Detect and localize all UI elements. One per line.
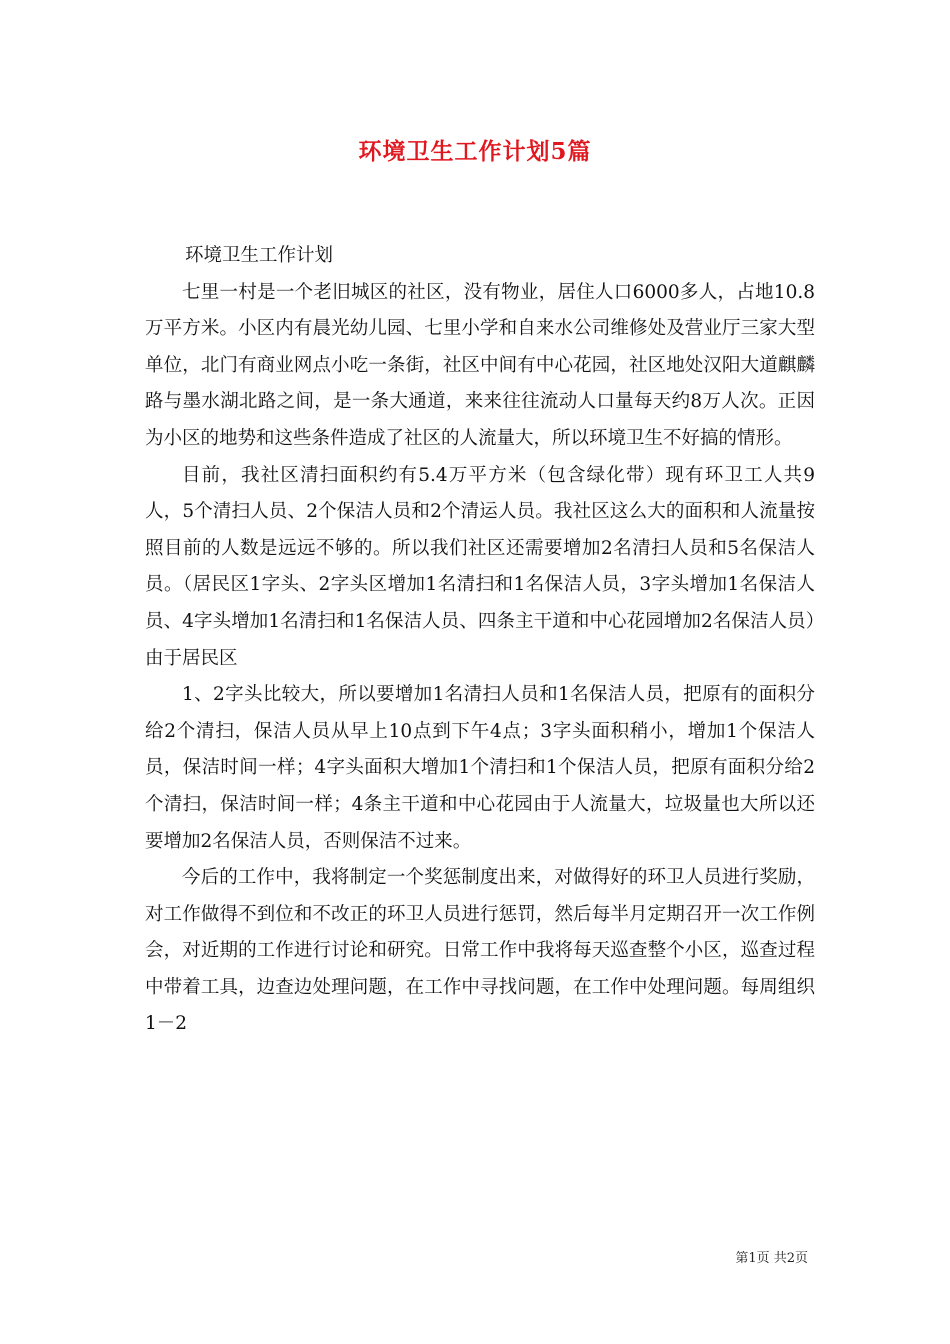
paragraph-community-overview: 七里一村是一个老旧城区的社区，没有物业，居住人口6000多人，占地10.8万平方米。小区内有晨光幼儿园、七里小学和自来水公司维修处及营业厅三家大型单位，北门有商业网点小吃一条街，社区中间有中心花园，社区地处汉阳大道麒麟路与墨水湖北路之间，是一条大通道，来来往往流动人口量每天约8万人次。正因为小区的地势和这些条件造成了社区的人流量大，所以环境卫生不好搞的情形。	[145, 281, 815, 449]
document-title: 环境卫生工作计划5篇	[358, 138, 592, 165]
paragraph-area-allocation: 1、2字头比较大，所以要增加1名清扫人员和1名保洁人员，把原有的面积分给2个清扫，保洁人员从早上10点到下午4点；3字头面积稍小，增加1个保洁人员，保洁时间一样；4字头面积大增加1个清扫和1个保洁人员，把原有面积分给2个清扫，保洁时间一样；4条主干道和中心花园由于人流量大，垃圾量也大所以还要增加2名保洁人员，否则保洁不过来。	[145, 684, 815, 852]
section-heading: 环境卫生工作计划	[185, 245, 334, 266]
paragraph-future-work: 今后的工作中，我将制定一个奖惩制度出来，对做得好的环卫人员进行奖励，对工作做得不到位和不改正的环卫人员进行惩罚，然后每半月定期召开一次工作例会，对近期的工作进行讨论和研究。日常工作中我将每天巡查整个小区，巡查过程中带着工具，边查边处理问题，在工作中寻找问题，在工作中处理问题。每周组织1－2	[145, 867, 815, 1035]
page-number: 第1页 共2页	[735, 1251, 808, 1266]
paragraph-staffing-needs: 目前，我社区清扫面积约有5.4万平方米（包含绿化带）现有环卫工人共9人，5个清扫人员、2个保洁人员和2个清运人员。我社区这么大的面积和人流量按照目前的人数是远远不够的。所以我们社区还需要增加2名清扫人员和5名保洁人员。（居民区1字头、2字头区增加1名清扫和1名保洁人员，3字头增加1名保洁人员、4字头增加1名清扫和1名保洁人员、四条主干道和中心花园增加2名保洁人员）由于居民区	[145, 464, 815, 669]
document-body	[145, 238, 815, 1043]
